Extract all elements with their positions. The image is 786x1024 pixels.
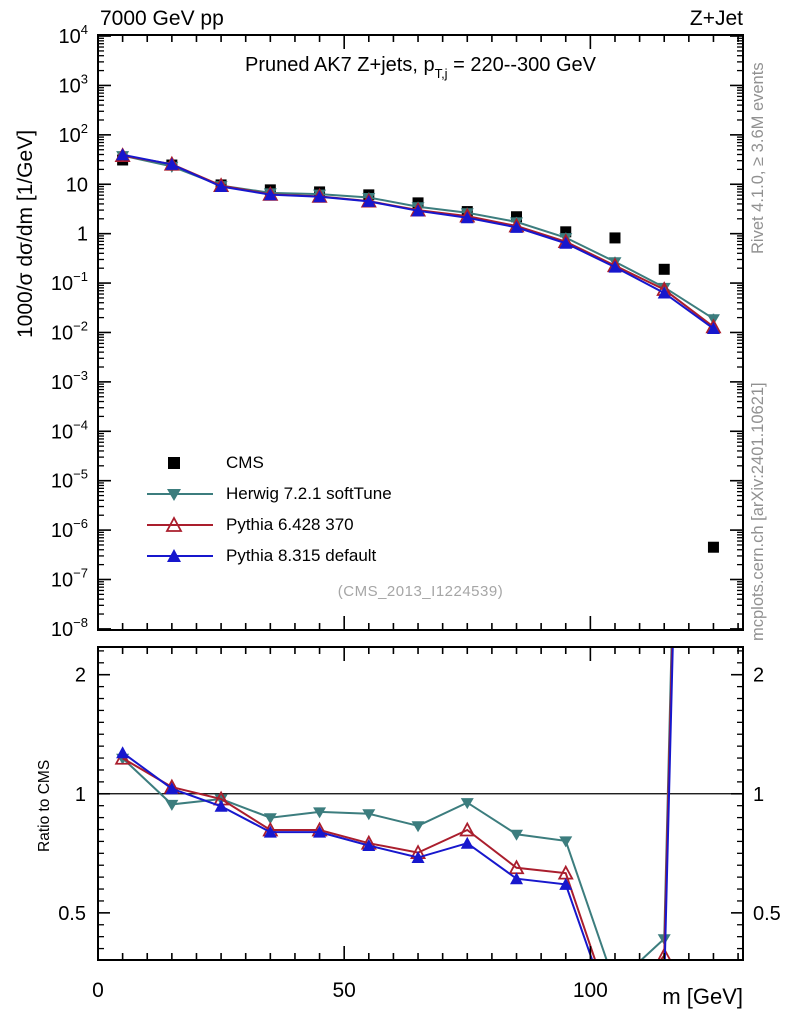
svg-text:10: 10 bbox=[65, 174, 88, 197]
svg-text:0.5: 0.5 bbox=[58, 902, 86, 925]
legend-label-herwig: Herwig 7.2.1 softTune bbox=[226, 483, 392, 503]
svg-text:0.5: 0.5 bbox=[753, 902, 781, 925]
svg-text:2: 2 bbox=[74, 664, 86, 687]
svg-text:10−2: $10^{-2}$ bbox=[50, 318, 88, 345]
svg-text:104: $10^4$ bbox=[58, 22, 88, 49]
svg-text:10−4: $10^{-4}$ bbox=[50, 417, 88, 444]
process-label: Z+Jet bbox=[689, 7, 743, 30]
analysis-id-watermark: (CMS_2013_I1224539) bbox=[337, 583, 504, 600]
svg-text:50: 50 bbox=[332, 979, 356, 1002]
plot-title-text: Pruned AK7 Z+jets, p bbox=[245, 54, 435, 76]
rivet-version-note: Rivet 4.1.0, ≥ 3.6M events bbox=[749, 62, 767, 254]
beam-energy-label: 7000 GeV pp bbox=[100, 7, 224, 30]
main-y-axis-label: 1000/σ dσ/dm [1/GeV] bbox=[14, 129, 37, 338]
main-series-pythia6 bbox=[116, 149, 720, 332]
ratio-y-axis-label: Ratio to CMS bbox=[36, 759, 53, 852]
legend-item-herwig bbox=[146, 478, 392, 509]
legend-marker-cms bbox=[146, 452, 214, 474]
legend bbox=[146, 447, 392, 571]
svg-text:2: 2 bbox=[753, 664, 765, 687]
svg-text:1: 1 bbox=[74, 783, 86, 806]
svg-text:1: 1 bbox=[753, 783, 765, 806]
svg-text:10−3: $10^{-3}$ bbox=[50, 367, 88, 394]
legend-marker-pythia6 bbox=[146, 514, 214, 536]
main-series-pythia8 bbox=[116, 148, 720, 334]
legend-label-cms: CMS bbox=[226, 452, 264, 472]
plot-title bbox=[98, 54, 743, 81]
svg-text:10−7: $10^{-7}$ bbox=[50, 565, 88, 592]
svg-text:100: 100 bbox=[572, 979, 608, 1002]
legend-item-pythia8 bbox=[146, 540, 392, 571]
legend-marker-herwig bbox=[146, 483, 214, 505]
legend-item-cms bbox=[146, 447, 392, 478]
legend-marker-pythia8 bbox=[146, 545, 214, 567]
x-axis-label: m [GeV] bbox=[662, 984, 743, 1009]
svg-text:102: $10^2$ bbox=[58, 120, 88, 147]
svg-text:0: 0 bbox=[92, 979, 104, 1002]
plot-title-suffix: = 220--300 GeV bbox=[447, 54, 596, 76]
svg-text:103: $10^3$ bbox=[58, 71, 88, 98]
legend-label-pythia6: Pythia 6.428 370 bbox=[226, 514, 354, 534]
legend-label-pythia8: Pythia 8.315 default bbox=[226, 545, 377, 565]
mcplots-credit-note: mcplots.cern.ch [arXiv:2401.10621] bbox=[749, 382, 767, 641]
legend-item-pythia6 bbox=[146, 509, 392, 540]
svg-text:10−6: $10^{-6}$ bbox=[50, 516, 88, 543]
ratio-panel-frame bbox=[98, 647, 743, 960]
svg-text:1: 1 bbox=[76, 223, 88, 246]
svg-text:10−5: $10^{-5}$ bbox=[50, 466, 88, 493]
main-series-herwig bbox=[116, 151, 720, 326]
svg-text:10−8: $10^{-8}$ bbox=[50, 614, 88, 641]
svg-text:10−1: $10^{-1}$ bbox=[50, 269, 88, 296]
plot-title-subscript: T,j bbox=[434, 66, 448, 81]
